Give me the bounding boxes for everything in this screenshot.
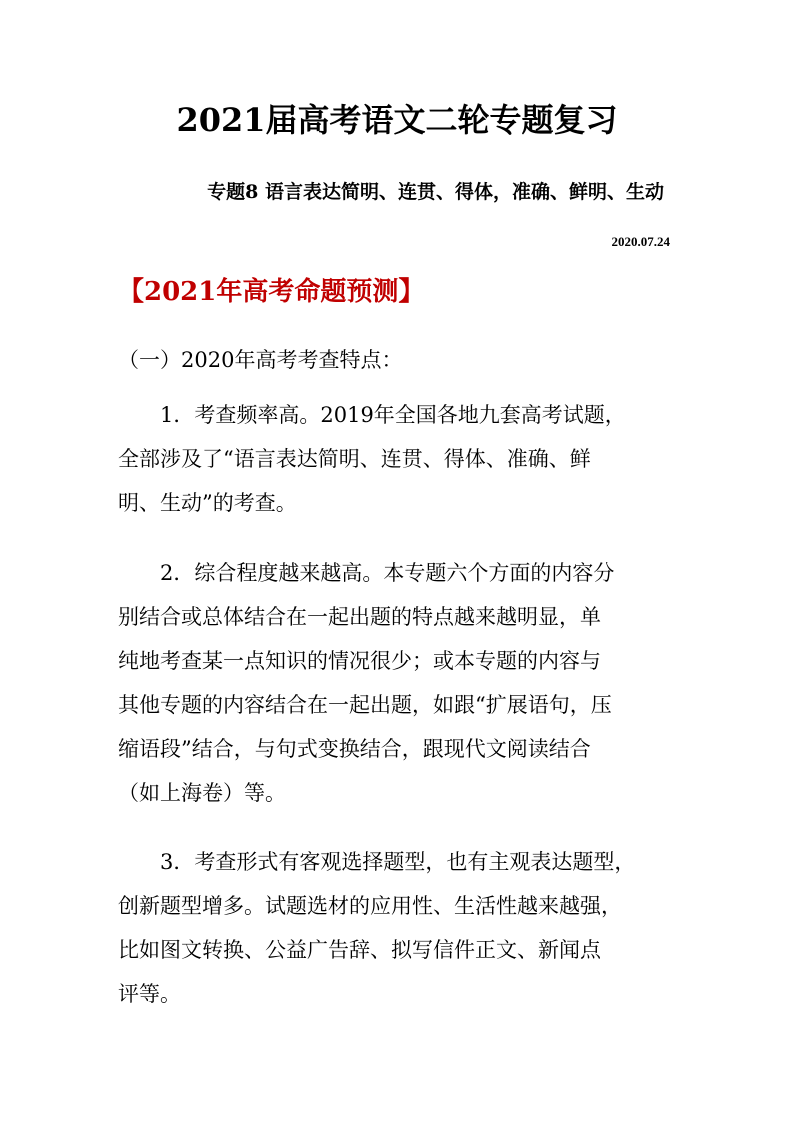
paragraph-1 xyxy=(118,393,678,525)
paragraph-line: 其他专题的内容结合在一起出题，如跟“扩展语句，压 xyxy=(118,693,612,717)
paragraph-line: 3．考查形式有客观选择题型，也有主观表达题型， xyxy=(160,850,636,874)
paragraph-line: 评等。 xyxy=(118,982,181,1006)
paragraph-line: 创新题型增多。试题选材的应用性、生活性越来越强， xyxy=(118,894,622,918)
intro-line xyxy=(118,338,678,382)
section-heading-text: 【2021年高考命题预测】 xyxy=(118,277,425,307)
document-subtitle: 专题8 语言表达简明、连贯、得体，准确、鲜明、生动 xyxy=(207,181,664,203)
paragraph-2 xyxy=(118,551,678,815)
paragraph-3 xyxy=(118,840,678,1016)
paragraph-line: 明、生动”的考查。 xyxy=(118,491,297,515)
paragraph-line: 纯地考查某一点知识的情况很少；或本专题的内容与 xyxy=(118,649,601,673)
intro-text: （一）2020年高考考查特点： xyxy=(118,348,403,372)
section-heading xyxy=(118,270,424,314)
paragraph-line: 1．考查频率高。2019年全国各地九套高考试题， xyxy=(160,403,626,427)
paragraph-line: 别结合或总体结合在一起出题的特点越来越明显，单 xyxy=(118,605,601,629)
document-date: 2020.07.24 xyxy=(611,234,670,249)
paragraph-line: 2．综合程度越来越高。本专题六个方面的内容分 xyxy=(160,561,615,585)
paragraph-line: 全部涉及了“语言表达简明、连贯、得体、准确、鲜 xyxy=(118,447,591,471)
paragraph-line: 缩语段”结合，与句式变换结合，跟现代文阅读结合 xyxy=(118,737,591,761)
paragraph-line: 比如图文转换、公益广告辞、拟写信件正文、新闻点 xyxy=(118,938,601,962)
document-title: 2021届高考语文二轮专题复习 xyxy=(176,101,618,139)
paragraph-line: （如上海卷）等。 xyxy=(118,781,286,805)
